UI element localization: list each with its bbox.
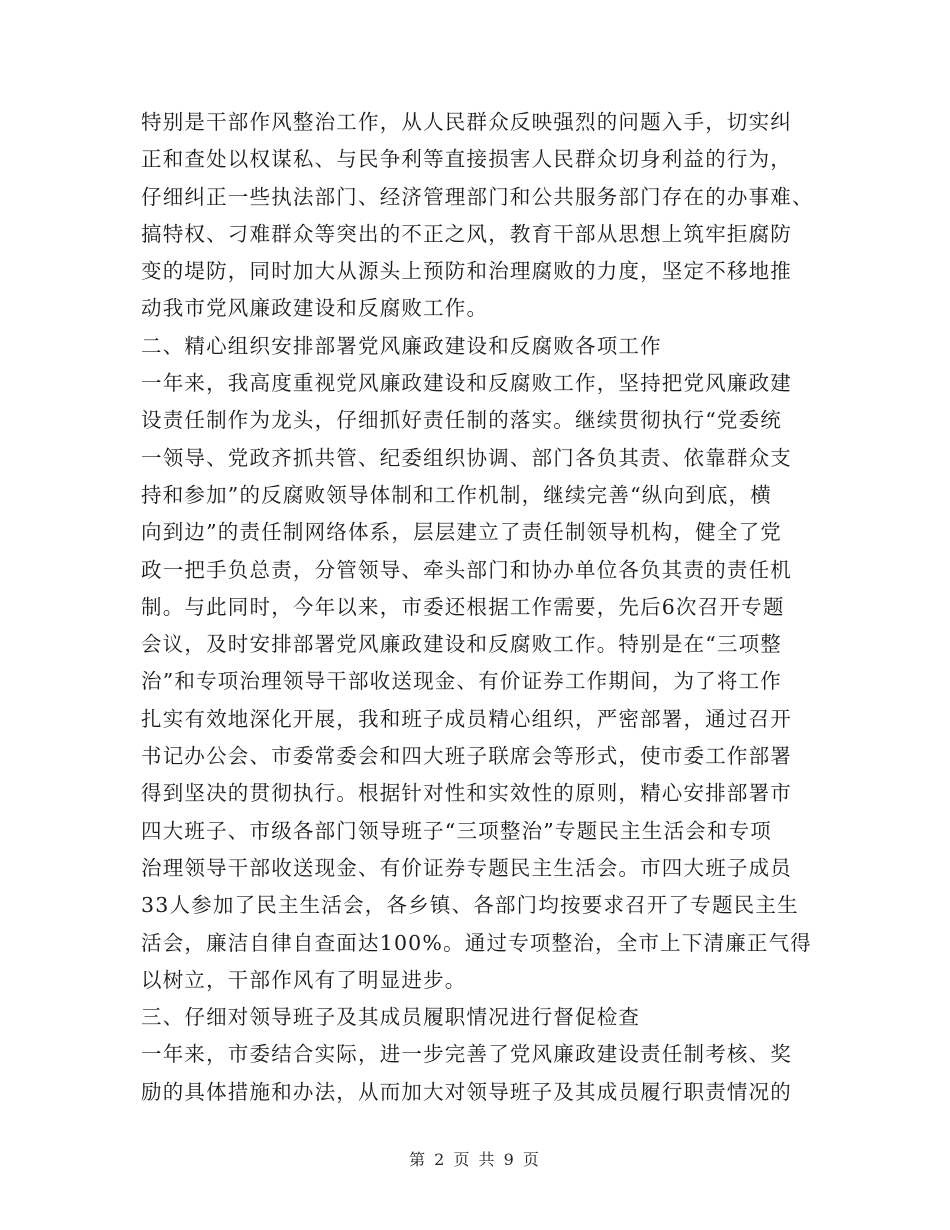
- text-line-23: 活会，廉洁自律自查面达100%。通过专项整治，全市上下清廉正气得: [141, 930, 813, 955]
- text-line-6: 动我市党风廉政建设和反腐败工作。: [141, 296, 489, 321]
- text-line-26: 一年来，市委结合实际，进一步完善了党风廉政建设责任制考核、奖: [141, 1042, 792, 1067]
- text-line-22: 33人参加了民主生活会，各乡镇、各部门均按要求召开了专题民主生: [141, 893, 799, 918]
- text-line-12: 向到边”的责任制网络体系，层层建立了责任制领导机构，健全了党: [141, 520, 782, 545]
- text-line-17: 扎实有效地深化开展，我和班子成员精心组织，严密部署，通过召开: [141, 706, 792, 731]
- text-line-18: 书记办公会、市委常委会和四大班子联席会等形式，使市委工作部署: [141, 744, 792, 769]
- text-line-19: 得到坚决的贯彻执行。根据针对性和实效性的原则，精心安排部署市: [141, 781, 792, 806]
- text-line-10: 一领导、党政齐抓共管、纪委组织协调、部门各负其责、依靠群众支: [141, 445, 792, 470]
- page-number-footer: 第 2 页 共 9 页: [409, 1150, 541, 1169]
- text-line-2: 正和查处以权谋私、与民争利等直接损害人民群众切身利益的行为，: [141, 147, 792, 172]
- text-line-15: 会议，及时安排部署党风廉政建设和反腐败工作。特别是在“三项整: [141, 632, 782, 657]
- text-line-13: 政一把手负总责，分管领导、牵头部门和协办单位各负其责的责任机: [141, 557, 792, 582]
- text-line-21: 治理领导干部收送现金、有价证券专题民主生活会。市四大班子成员: [141, 855, 792, 880]
- text-line-16: 治”和专项治理领导干部收送现金、有价证券工作期间，为了将工作: [141, 669, 782, 694]
- text-line-1: 特别是干部作风整治工作，从人民群众反映强烈的问题入手，切实纠: [141, 110, 792, 134]
- section-heading-3: 三、仔细对领导班子及其成员履职情况进行督促检查: [141, 1005, 641, 1030]
- text-line-14: 制。与此同时，今年以来，市委还根据工作需要，先后6次召开专题: [141, 594, 785, 619]
- text-line-4: 搞特权、刁难群众等突出的不正之风，教育干部从思想上筑牢拒腐防: [141, 221, 792, 246]
- text-line-3: 仔细纠正一些执法部门、经济管理部门和公共服务部门存在的办事难、: [141, 184, 814, 209]
- text-line-27: 励的具体措施和办法，从而加大对领导班子及其成员履行职责情况的: [141, 1079, 792, 1104]
- text-line-20: 四大班子、市级各部门领导班子“三项整治”专题民主生活会和专项: [141, 818, 772, 843]
- text-line-5: 变的堤防，同时加大从源头上预防和治理腐败的力度，坚定不移地推: [141, 259, 792, 284]
- section-heading-2: 二、精心组织安排部署党风廉政建设和反腐败各项工作: [141, 333, 662, 358]
- body-text: [141, 104, 821, 1111]
- text-line-24: 以树立，干部作风有了明显进步。: [141, 967, 467, 992]
- text-line-11: 持和参加”的反腐败领导体制和工作机制，继续完善“纵向到底，横: [141, 482, 772, 507]
- text-line-9: 设责任制作为龙头，仔细抓好责任制的落实。继续贯彻执行“党委统: [141, 408, 782, 433]
- text-line-8: 一年来，我高度重视党风廉政建设和反腐败工作，坚持把党风廉政建: [141, 371, 792, 396]
